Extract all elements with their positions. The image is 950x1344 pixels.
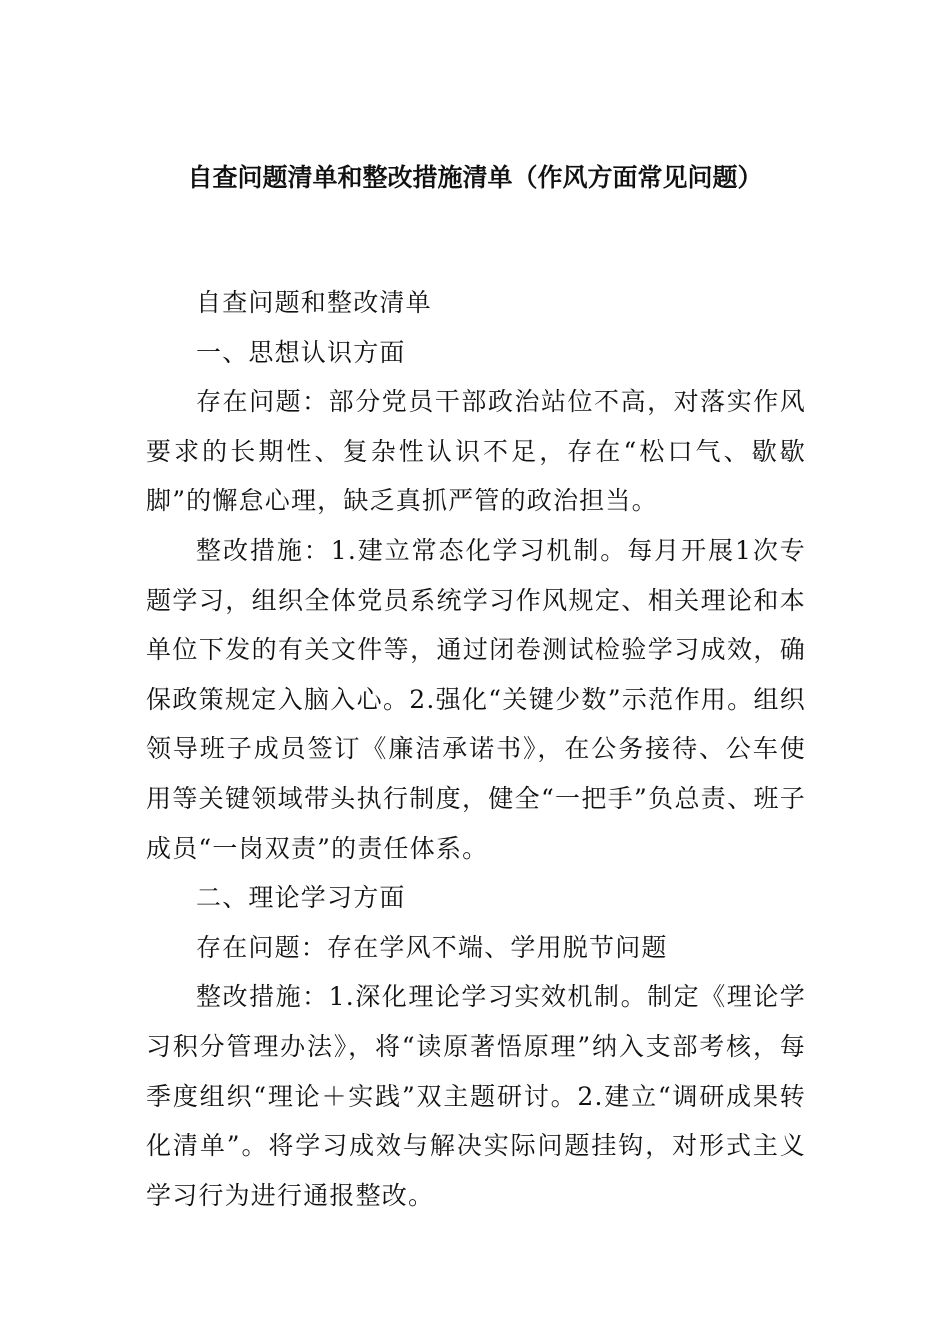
section-heading-checklist: 自查问题和整改清单	[196, 288, 432, 317]
measures-paragraph-theory-study: 整改措施：1.深化理论学习实效机制。制定《理论学习积分管理办法》，将“读原著悟原理”纳入支部考核，每季度组织“理论＋实践”双主题研讨。2.建立“调研成果转化清单”。将学习成效与解决实际问题挂钩，对形式主义学习行为进行通报整改。	[146, 982, 806, 1210]
problem-paragraph-theory-study: 存在问题：存在学风不端、学用脱节问题	[196, 932, 668, 962]
document-body	[146, 278, 806, 1220]
measures-paragraph-ideology: 整改措施：1.建立常态化学习机制。每月开展1次专题学习，组织全体党员系统学习作风规定、相关理论和本单位下发的有关文件等，通过闭卷测试检验学习成效，确保政策规定入脑入心。2.强化“关键少数”示范作用。组织领导班子成员签订《廉洁承诺书》，在公务接待、公车使用等关键领域带头执行制度，健全“一把手”负总责、班子成员“一岗双责”的责任体系。	[146, 535, 806, 863]
document-title: 自查问题清单和整改措施清单（作风方面常见问题）	[187, 163, 763, 192]
problem-paragraph-ideology: 存在问题：部分党员干部政治站位不高，对落实作风要求的长期性、复杂性认识不足，存在“松口气、歇歇脚”的懈怠心理，缺乏真抓严管的政治担当。	[146, 387, 806, 516]
section-heading-ideology: 一、思想认识方面	[196, 337, 406, 367]
section-heading-theory-study: 二、理论学习方面	[196, 883, 406, 913]
